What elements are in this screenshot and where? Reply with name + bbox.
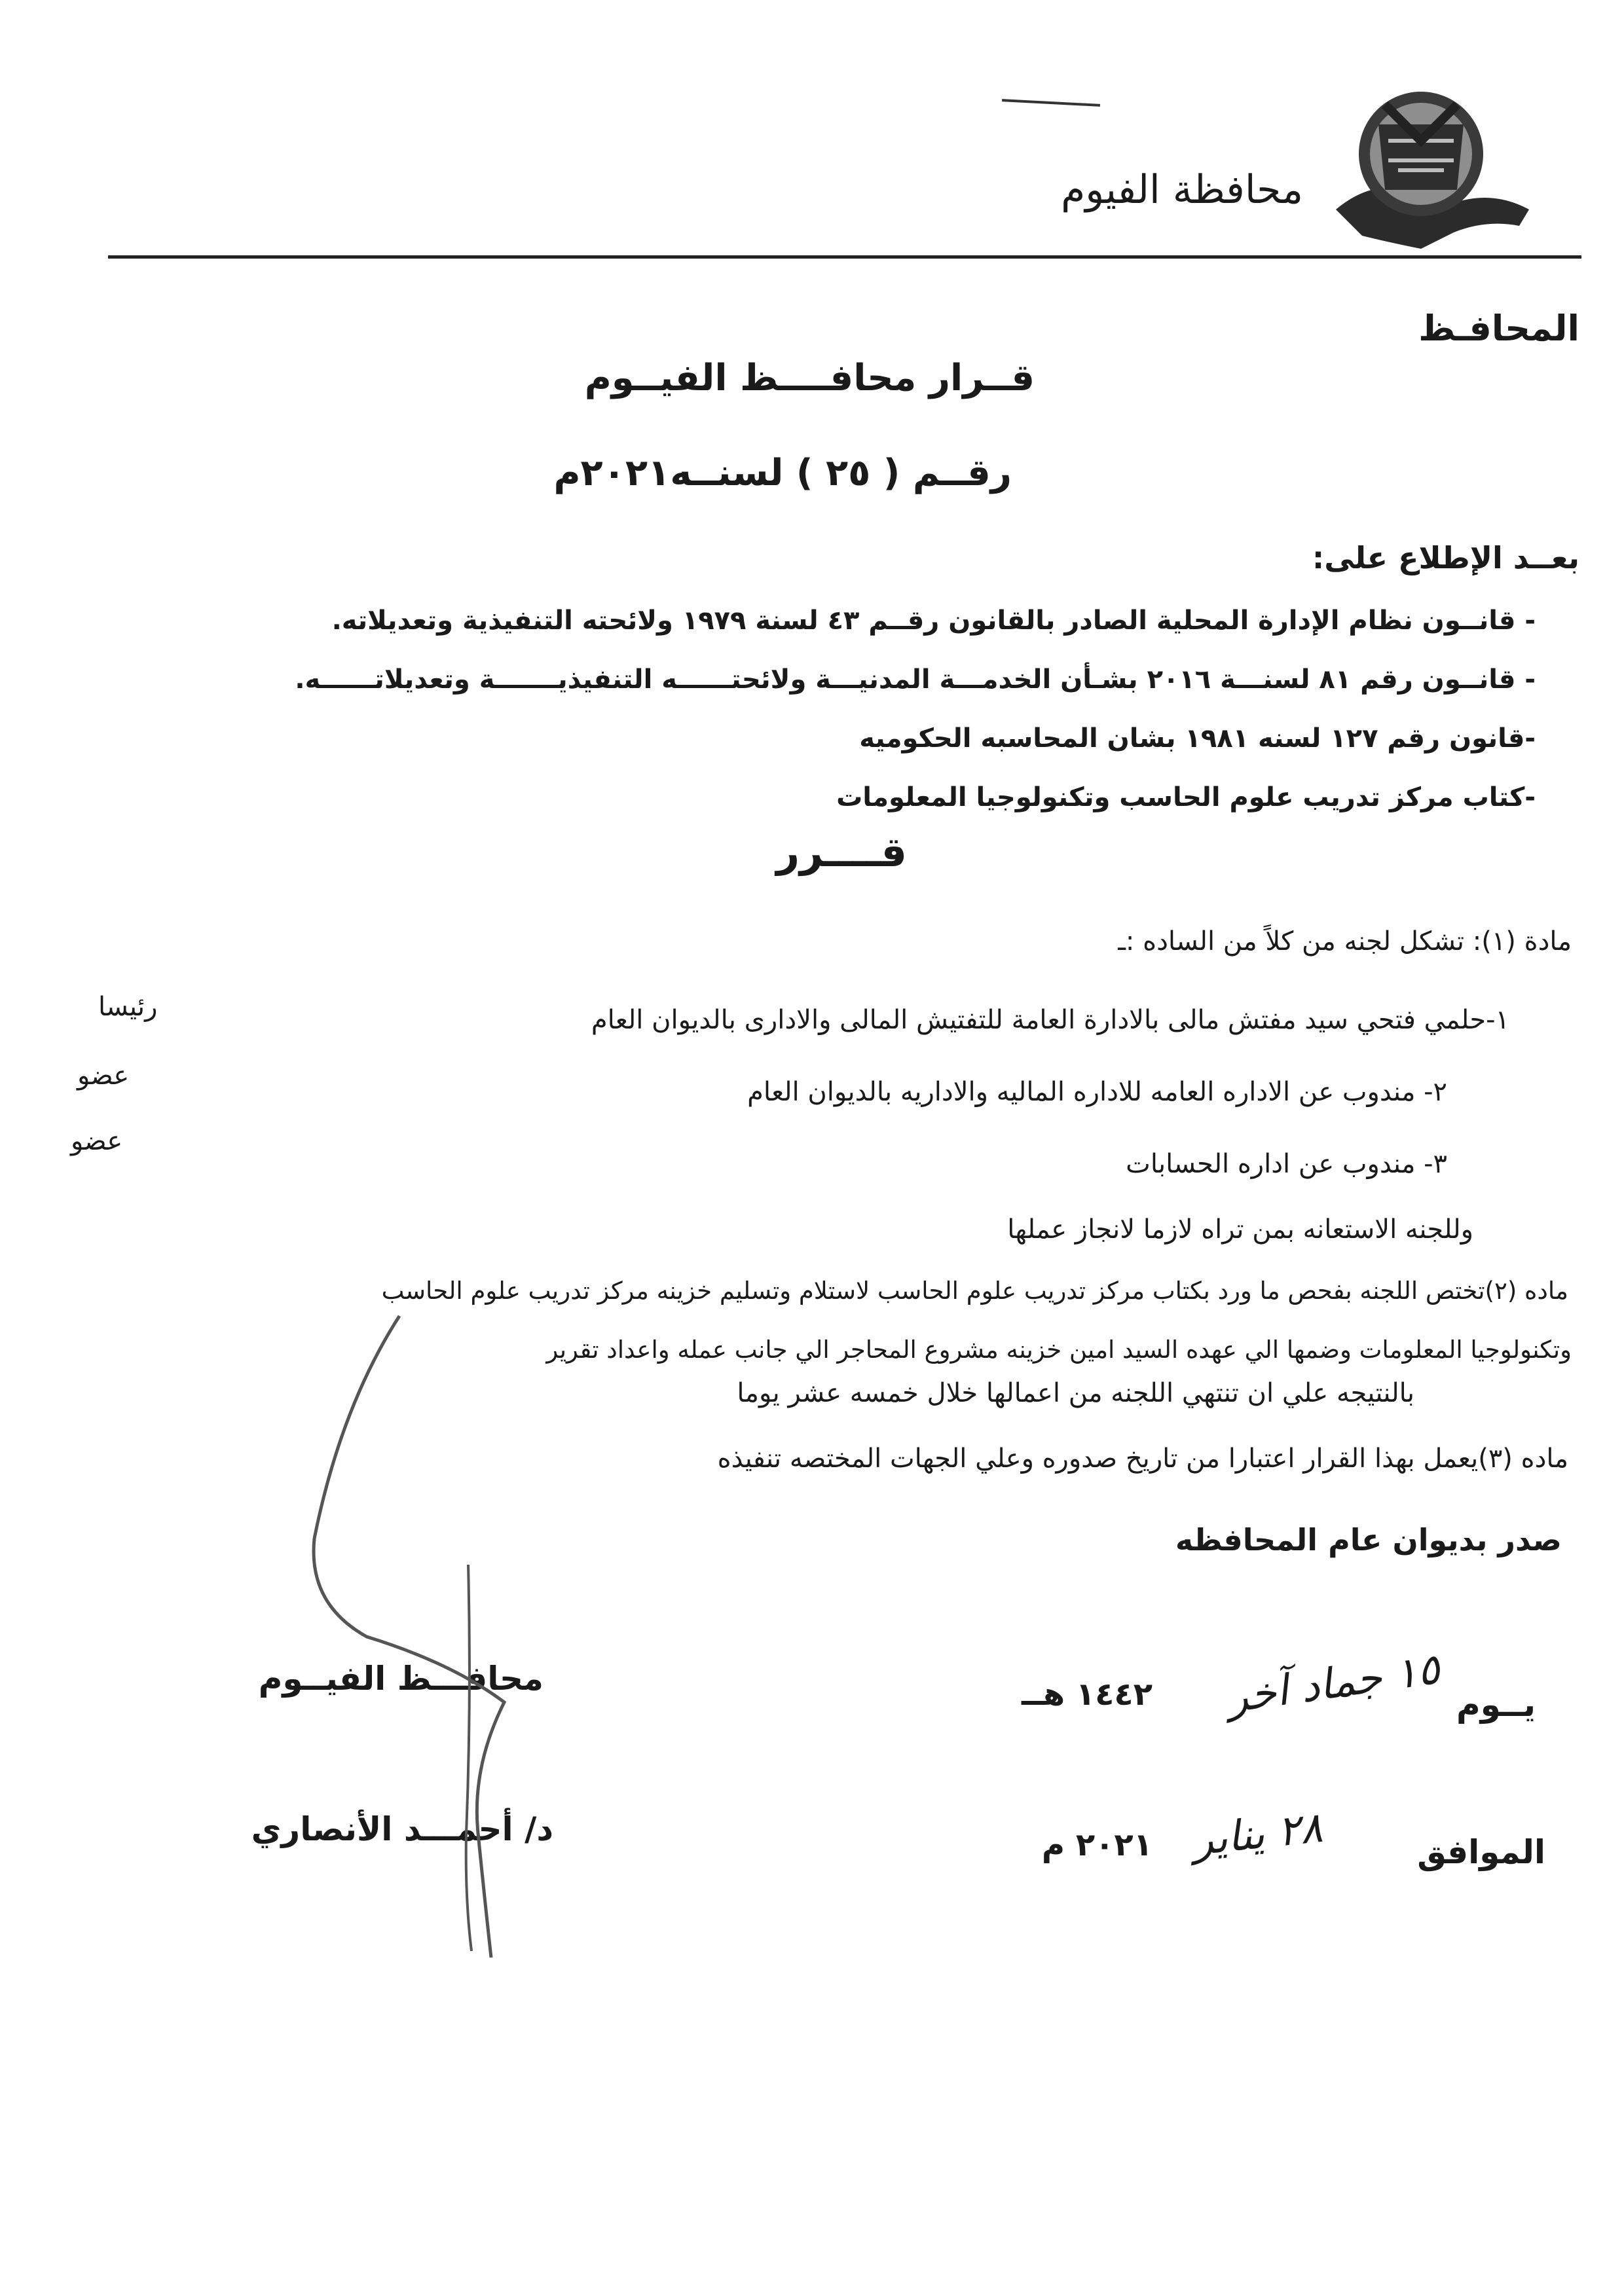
preamble-item: -قانون رقم ١٢٧ لسنه ١٩٨١ بشان المحاسبه الحكوميه xyxy=(859,723,1536,754)
article1-intro: مادة (١): تشكل لجنه من كلاً من الساده :ـ xyxy=(1118,926,1572,957)
article2-line: بالنتيجه علي ان تنتهي اللجنه من اعمالها خلال خمسه عشر يوما xyxy=(737,1378,1414,1408)
member-line: ٣- مندوب عن اداره الحسابات xyxy=(1126,1149,1447,1179)
hijri-date-prefix: يــوم xyxy=(1456,1686,1536,1724)
greg-date-prefix: الموافق xyxy=(1417,1833,1545,1871)
hijri-year: ١٤٤٢ هــ xyxy=(1022,1676,1153,1713)
governorate-name: محافظة الفيوم xyxy=(1061,167,1303,213)
signatory-name: د/ أحمـــد الأنصاري xyxy=(251,1810,553,1848)
article3: ماده (٣)يعمل بهذا القرار اعتبارا من تاريخ صدوره وعلي الجهات المختصه تنفيذه xyxy=(717,1444,1568,1474)
member-line: ٢- مندوب عن الاداره العامه للاداره الماليه والاداريه بالديوان العام xyxy=(747,1077,1447,1107)
hijri-date-handwritten: ١٥ جماد آخر xyxy=(1224,1645,1443,1723)
member-line: ١-حلمي فتحي سيد مفتش مالى بالادارة العامة للتفتيش المالى والادارى بالديوان العام xyxy=(591,1005,1509,1035)
member-role: عضو xyxy=(71,1126,123,1156)
top-scratch-mark xyxy=(1002,99,1100,107)
member-role: رئيسا xyxy=(98,992,158,1022)
issued-at: صدر بديوان عام المحافظه xyxy=(1175,1522,1562,1558)
greg-year: ٢٠٢١ م xyxy=(1041,1827,1153,1863)
greg-date-handwritten: ٢٨ يناير xyxy=(1190,1803,1325,1866)
preamble-item: - قانــون رقم ٨١ لسنـــة ٢٠١٦ بشـأن الخدمـــة المدنيـــة ولائحتــــــه التنفيذيـــــــة وتعديلاتــــــه. xyxy=(295,665,1536,695)
decree-number: رقــم ( ٢٥ ) لسنــه٢٠٢١م xyxy=(553,452,1012,494)
preamble-intro: بعــد الإطلاع على: xyxy=(1312,540,1579,575)
article2-line: ماده (٢)تختص اللجنه بفحص ما ورد بكتاب مركز تدريب علوم الحاسب لاستلام وتسليم خزينه مركز تدريب علوم الحاسب xyxy=(381,1277,1568,1305)
preamble-item: -كتاب مركز تدريب علوم الحاسب وتكنولوجيا المعلومات xyxy=(836,782,1536,812)
article2-line: وتكنولوجيا المعلومات وضمها الي عهده السيد امين خزينه مشروع المحاجر الي جانب عمله واعداد تقرير xyxy=(546,1336,1572,1364)
decree-title: قــرار محافــــظ الفيــوم xyxy=(584,357,1035,399)
article1-assist: وللجنه الاستعانه بمن تراه لازما لانجاز عملها xyxy=(1007,1214,1473,1245)
governorate-emblem-icon xyxy=(1323,79,1539,262)
signatory-title: محافـــظ الفيــوم xyxy=(258,1660,544,1698)
office-title: المحافـظ xyxy=(1418,308,1579,349)
member-role: عضو xyxy=(77,1061,130,1091)
preamble-item: - قانــون نظام الإدارة المحلية الصادر بالقانون رقــم ٤٣ لسنة ١٩٧٩ ولائحته التنفيذية وتعديلاته. xyxy=(331,606,1536,636)
decided-heading: قــــرر xyxy=(776,828,907,876)
